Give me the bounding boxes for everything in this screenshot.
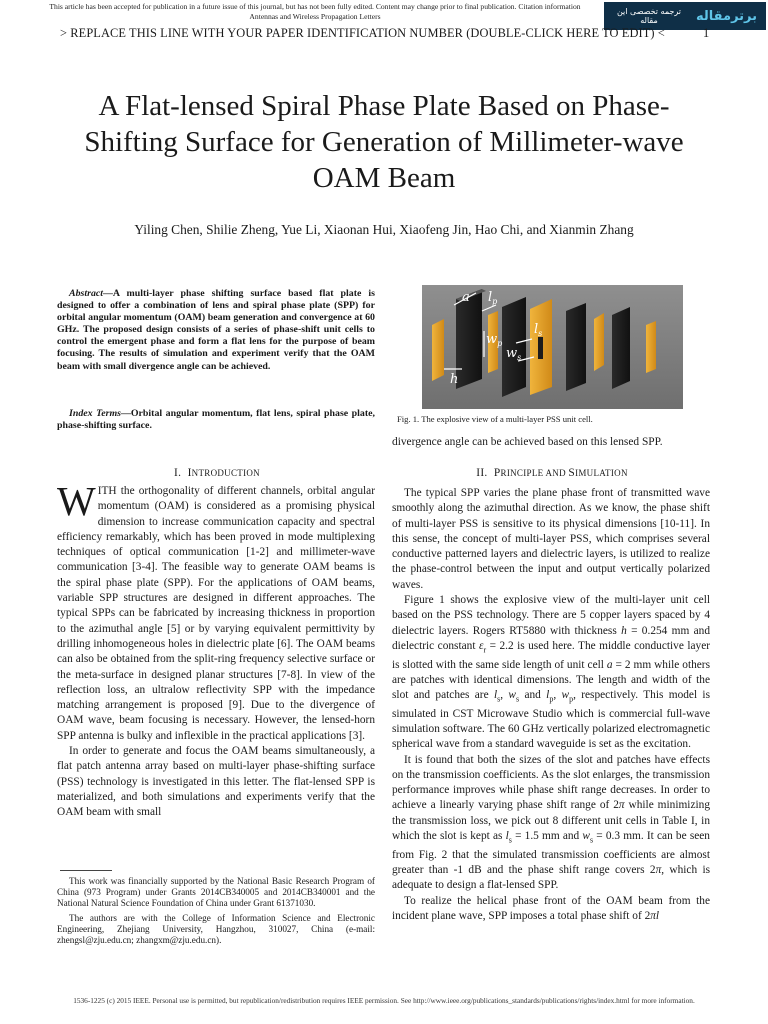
patch-layer (432, 319, 444, 381)
label-wp: $w_p$ (486, 332, 503, 348)
copyright-footer: 1536-1225 (c) 2015 IEEE. Personal use is permitted, but republication/redistribution requires IEEE permission. See http://www.ieee.org/publications_standards/publications/rights/index.html for more information. (73, 996, 695, 1005)
label-lp: $l_p$ (488, 290, 498, 306)
index-terms (57, 408, 375, 432)
label-a: a (462, 290, 470, 305)
principle-paragraph-1: The typical SPP varies the plane phase front of transmitted wave smoothly along the azimuthal direction. As we know, the phase shift of multi-layer PSS is sensitive to its physical dimensions [10-11]. In this sense, the concept of multi-layer PSS, which comprises several conductive patterned layers and dielectric layers, is utilized to realize the phase-control between the input and output vertically polarized waves. (392, 487, 710, 591)
principle-paragraph-2: Figure 1 shows the explosive view of the multi-layer unit cell based on the PSS technology. There are 5 copper layers spaced by 4 dielectric layers. Rogers RT5880 with thickness h = 0.254 mm and dielectric constant $\varepsilon_r = 2.2$ is used here. The middle conductive layer is slotted with the same side length of unit cell a = 2 mm while others are patches with identical dimensions. The length and width of the slot and patches are $l_s$, $w_s$ and $l_p$, $w_p$, respectively. This model is simulated in CST Microwave Studio which is commercial full-wave simulation software. The 60 GHz vertically polarized electromagnetic spherical wave from a standard waveguide is set as the excitation. (392, 594, 711, 751)
figure-caption: Fig. 1. The explosive view of a multi-layer PSS unit cell. (397, 414, 593, 424)
paper-title: A Flat-lensed Spiral Phase Plate Based on Phase-Shifting Surface for Generation of Millimeter-wave OAM Beam (84, 90, 684, 194)
affiliation-footnote: The authors are with the College of Information Science and Electronic Engineering, Zhejiang University, Hangzhou, 310027, China (e-mail: zhengsl@zju.edu.cn; zhangxm@zju.edu.cn). (57, 913, 375, 945)
label-ls: $l_s$ (534, 322, 543, 338)
section-heading-principle: II. PRINCIPLE AND SIMULATION (476, 467, 628, 479)
index-terms-label: Index Terms (69, 408, 121, 419)
funding-footnote: This work was financially supported by the National Basic Research Program of China (973 Program) under Grants 2014CB340005 and 2014CB340001 and the National Natural Science Foundation of China under Grant 61371030. (57, 876, 375, 908)
section-heading-introduction: I. INTRODUCTION (174, 467, 260, 479)
principle-body (392, 486, 710, 924)
principle-paragraph-4: To realize the helical phase front of the OAM beam from the incident plane wave, SPP imposes a total phase shift of 2πl (392, 894, 710, 922)
principle-paragraph-3: It is found that both the sizes of the slot and patches have effects on the transmission coefficients. As the slot enlarges, the transmission performance improves while phase shift range decreases. In order to achieve a linearly varying phase shift range of 2π while minimizing the transmission loss, we pick out 8 different unit cells in Table I, in which the slot is kept as $l_s = 1.5$ mm and $w_s = 0.3$ mm. It can be seen from Fig. 2 that the simulated transmission coefficients are almost greater than -1 dB and the phase shift range covers 2π, which is adequate to design a flat-lensed SPP. (392, 753, 711, 892)
publication-notice (30, 2, 600, 22)
introduction-body (57, 478, 375, 821)
right-column-continuation: divergence angle can be achieved based on this lensed SPP. (392, 436, 663, 448)
label-ws: $w_s$ (506, 346, 522, 362)
intro-paragraph-2: In order to generate and focus the OAM beams simultaneously, a flat patch antenna array based on multi-layer phase-shifting surface (PSS) technology is investigated in this letter. The flat-lensed SPP is materialized, and both simulations and experiments verify that the OAM beam with small (57, 745, 375, 819)
page-number: 1 (703, 26, 710, 40)
banner-logo: برترمقاله (696, 8, 757, 24)
drop-cap: W (57, 478, 96, 524)
dielectric-layer (456, 289, 486, 389)
dielectric-layer (612, 307, 630, 389)
patch-layer (594, 313, 604, 371)
publication-notice-line1: This article has been accepted for publication in a future issue of this journal, but has not been fully edited. Content may change prior to final publication. Citation information (49, 2, 581, 11)
abstract-label: Abstract (69, 288, 104, 299)
journal-name: Antennas and Wireless Propagation Letters (249, 12, 381, 21)
abstract (57, 288, 375, 373)
intro-paragraph-1: WITH the orthogonality of different channels, orbital angular momentum (OAM) is considered as a promising physical dimension to increase communication capacity and spectral efficiency remarkably, which has been proved in mode multiplexing techniques of optical communication [1-2] and millimeter-wave communication [3-4]. The feasible way to generate OAM beams is the spiral phase plate (SPP). For the applications of OAM beams, variable SPP structures are designed in different approaches. The typical SPPs can be fabricated by increasing thickness in proportion to the azimuthal angle [5] or by varying equivalent permittivity by drilling inhomogeneous holes in dielectric plate [6]. The OAM beams can also be obtained from the split-ring frequency selective surface or the meta-surface in designed planar structures [7-8]. In view of the reflection loss, an ultralow reflectivity SPP with the impedance matching arrangement is proposed [9]. Due to the divergence of OAM wave, beam focusing is necessary. However, the lensed-horn SPP antenna is bulky and inflexible in the practical applications [3]. (57, 478, 375, 742)
slotted-layer (530, 299, 552, 395)
unit-cell-illustration (422, 285, 683, 409)
figure-pss-unit-cell (422, 285, 683, 409)
banner-tagline: ترجمه تخصصی این مقاله (616, 7, 682, 25)
dielectric-layer (566, 303, 586, 391)
author-list: Yiling Chen, Shilie Zheng, Yue Li, Xiaonan Hui, Xiaofeng Jin, Hao Chi, and Xianmin Zhang (134, 222, 634, 237)
running-header: > REPLACE THIS LINE WITH YOUR PAPER IDENTIFICATION NUMBER (DOUBLE-CLICK HERE TO EDIT) < (60, 26, 665, 40)
index-terms-text: —Orbital angular momentum, flat lens, spiral phase plate, phase-shifting surface. (57, 408, 375, 432)
patch-layer (646, 321, 656, 373)
abstract-text: —A multi-layer phase shifting surface based flat plate is designed to offer a combination of lens and spiral phase plate (SPP) for orbital angular momentum (OAM) beam generation and convergence at 60 GHz. The proposed design consists of a series of phase-shift unit cells to control the emergent phase and form a flat lens for the purpose of beam focusing. The results of simulation and experiment verify that the OAM beam with small divergence angle can be achieved. (57, 288, 375, 372)
footnote-rule (60, 870, 112, 871)
label-h: h (450, 372, 459, 387)
footnotes (57, 876, 375, 946)
